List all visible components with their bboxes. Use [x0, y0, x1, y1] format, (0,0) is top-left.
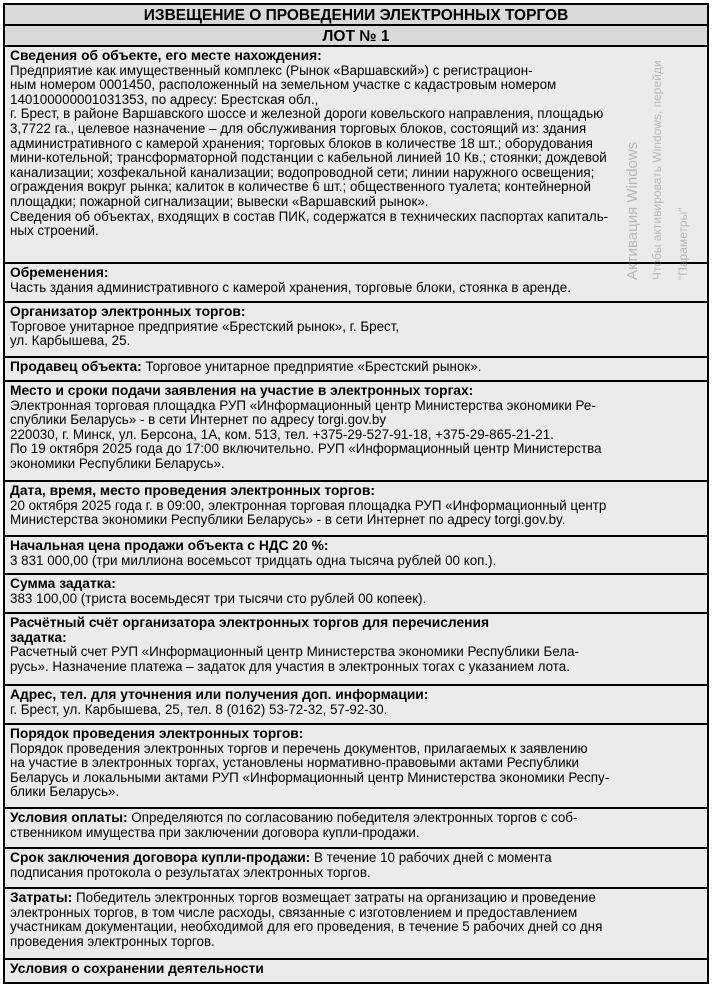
watermark-title: Активация Windows — [624, 141, 641, 280]
procedure-line: Порядок проведения электронных торгов и перечень документов, прилагаемых к заявлению — [10, 740, 588, 756]
object-info-line: канализации; хозфекальной канализации; водопроводной сети; линии наружного освещения; — [10, 164, 595, 180]
object-info-line: ных строений. — [10, 223, 99, 239]
section-auction-date — [5, 482, 707, 537]
encumbrances-text: Часть здания административного с камерой хранения, торговые блоки, стоянка в аренде. — [10, 279, 571, 295]
contact-label: Адрес, тел. для уточнения или получения доп. информации: — [10, 687, 429, 702]
account-line: русь». Назначение платежа – задаток для участия в электронных тогах с указанием лота. — [10, 658, 570, 674]
section-application — [5, 382, 707, 482]
section-deposit — [5, 575, 707, 614]
activity-label: Условия о сохранении деятельности — [10, 961, 264, 976]
object-info-line: административного с камерой хранения; торговых блоков в количестве 18 шт.; оборудования — [10, 135, 593, 151]
account-label: Расчётный счёт организатора электронных торгов для перечисления — [10, 615, 490, 630]
application-line: спублики Беларусь» - в сети Интернет по адресу torgi.gov.by — [10, 412, 387, 428]
application-line: экономики Республики Беларусь». — [10, 455, 225, 471]
section-costs — [5, 889, 707, 960]
costs-line: проведения электронных торгов. — [10, 933, 215, 949]
seller-row — [10, 360, 702, 375]
section-activity — [5, 960, 707, 982]
contract-term-label: Срок заключения договора купли-продажи: — [10, 850, 311, 865]
deposit-text: 383 100,00 (триста восемьдесят три тысячи сто рублей 00 копеек). — [10, 590, 427, 606]
auction-date-line: Министерства экономики Республики Беларусь» - в сети Интернет по адресу torgi.gov.by. — [10, 512, 566, 528]
object-info-label: Сведения об объекте, его месте нахождения: — [10, 48, 322, 63]
payment-text: ственником имущества при заключении договора купли-продажи. — [10, 824, 420, 840]
costs-row — [10, 891, 702, 906]
object-info-line: Предприятие как имущественный комплекс (Рынок «Варшавский») с регистрацион- — [10, 62, 533, 78]
procedure-line: на участие в электронных торгах, установлены нормативно-правовыми актами Республики — [10, 755, 579, 771]
costs-line: участникам документации, необходимой для его проведения, в течение 5 рабочих дней со дня — [10, 919, 603, 935]
section-contact — [5, 686, 707, 725]
section-encumbrances — [5, 264, 707, 303]
section-contract-term — [5, 849, 707, 889]
contact-text: г. Брест, ул. Карбышева, 25, тел. 8 (0162) 53-72-32, 57-92-30. — [10, 701, 388, 717]
seller-label: Продавец объекта: — [10, 359, 142, 374]
object-info-line: ограждения вокруг рынка; калиток в количестве 6 шт.; общественного туалета; контейнерной — [10, 179, 591, 195]
organizer-label: Организатор электронных торгов: — [10, 304, 246, 319]
costs-line: электронных торгов, в том числе расходы, связанные с изготовлением и предоставлением — [10, 904, 578, 920]
watermark-text: "Параметры" — [676, 207, 690, 280]
section-seller — [5, 358, 707, 382]
payment-text: Определяются по согласованию победителя электронных торгов с соб- — [127, 810, 578, 825]
start-price-label: Начальная цена продажи объекта с НДС 20 %: — [10, 538, 329, 553]
contract-term-row — [10, 851, 702, 866]
object-info-line: 3,7722 га., целевое назначение – для обслуживания торговых блоков, состоящий из: здания — [10, 120, 587, 136]
section-organizer — [5, 303, 707, 358]
start-price-text: 3 831 000,00 (три миллиона восемьсот тридцать одна тысяча рублей 00 коп.). — [10, 552, 497, 568]
section-payment — [5, 809, 707, 849]
contract-term-text: подписания протокола о результатах электронных торгов. — [10, 864, 371, 880]
section-object-info — [5, 47, 707, 264]
application-label: Место и сроки подачи заявления на участие в электронных торгах: — [10, 383, 474, 398]
section-procedure — [5, 725, 707, 809]
payment-row — [10, 811, 702, 826]
object-info-line: мини-котельной; трансформаторной подстанции с кабельной линией 10 Кв.; стоянки; дождевой — [10, 150, 607, 166]
procedure-line: Беларусь и локальными актами РУП «Информационный центр Министерства экономики Респу- — [10, 769, 610, 785]
application-line: 220030, г. Минск, ул. Берсона, 1А, ком. 513, тел. +375-29-527-91-18, +375-29-865-21-21. — [10, 426, 554, 442]
procedure-label: Порядок проведения электронных торгов: — [10, 726, 304, 741]
auction-notice — [3, 3, 709, 984]
procedure-line: блики Беларусь». — [10, 784, 120, 800]
watermark-text: Чтобы активировать Windows, перейди — [650, 60, 664, 280]
account-line: Расчетный счет РУП «Информационный центр Министерства экономики Республики Бела- — [10, 644, 580, 660]
notice-title: ИЗВЕЩЕНИЕ О ПРОВЕДЕНИИ ЭЛЕКТРОННЫХ ТОРГОВ — [5, 5, 707, 26]
application-line: По 19 октября 2025 года до 17:00 включительно. РУП «Информационный центр Министерства — [10, 441, 602, 457]
organizer-line: ул. Карбышева, 25. — [10, 333, 131, 349]
encumbrances-label: Обременения: — [10, 265, 109, 280]
deposit-label: Сумма задатка: — [10, 576, 116, 591]
object-info-line: 140100000001031353, по адресу: Брестская обл., — [10, 91, 319, 107]
seller-text: Торговое унитарное предприятие «Брестский рынок». — [141, 359, 482, 374]
application-line: Электронная торговая площадка РУП «Информационный центр Министерства экономики Ре- — [10, 397, 596, 413]
costs-label: Затраты: — [10, 890, 73, 905]
organizer-line: Торговое унитарное предприятие «Брестский рынок», г. Брест, — [10, 318, 400, 334]
lot-number: ЛОТ № 1 — [5, 26, 707, 47]
section-account — [5, 614, 707, 686]
object-info-line: ным номером 0001450, расположенный на земельном участке с кадастровым номером — [10, 77, 557, 93]
contract-term-text: В течение 10 рабочих дней с момента — [310, 850, 552, 865]
auction-date-line: 20 октября 2025 года г. в 09:00, электронная торговая площадка РУП «Информационный центр — [10, 497, 607, 513]
costs-text: Победитель электронных торгов возмещает затраты на организацию и проведение — [72, 890, 596, 905]
account-label: задатка: — [10, 629, 67, 645]
payment-label: Условия оплаты: — [10, 810, 128, 825]
object-info-line: площадки; пожарной сигнализации; вывески «Варшавский рынок». — [10, 193, 429, 209]
object-info-line: г. Брест, в районе Варшавского шоссе и железной дороги ковельского направления, площадью — [10, 106, 604, 122]
auction-date-label: Дата, время, место проведения электронных торгов: — [10, 483, 375, 498]
object-info-line: Сведения об объектах, входящих в состав ПИК, содержатся в технических паспортах капиталь- — [10, 208, 609, 224]
section-start-price — [5, 537, 707, 575]
